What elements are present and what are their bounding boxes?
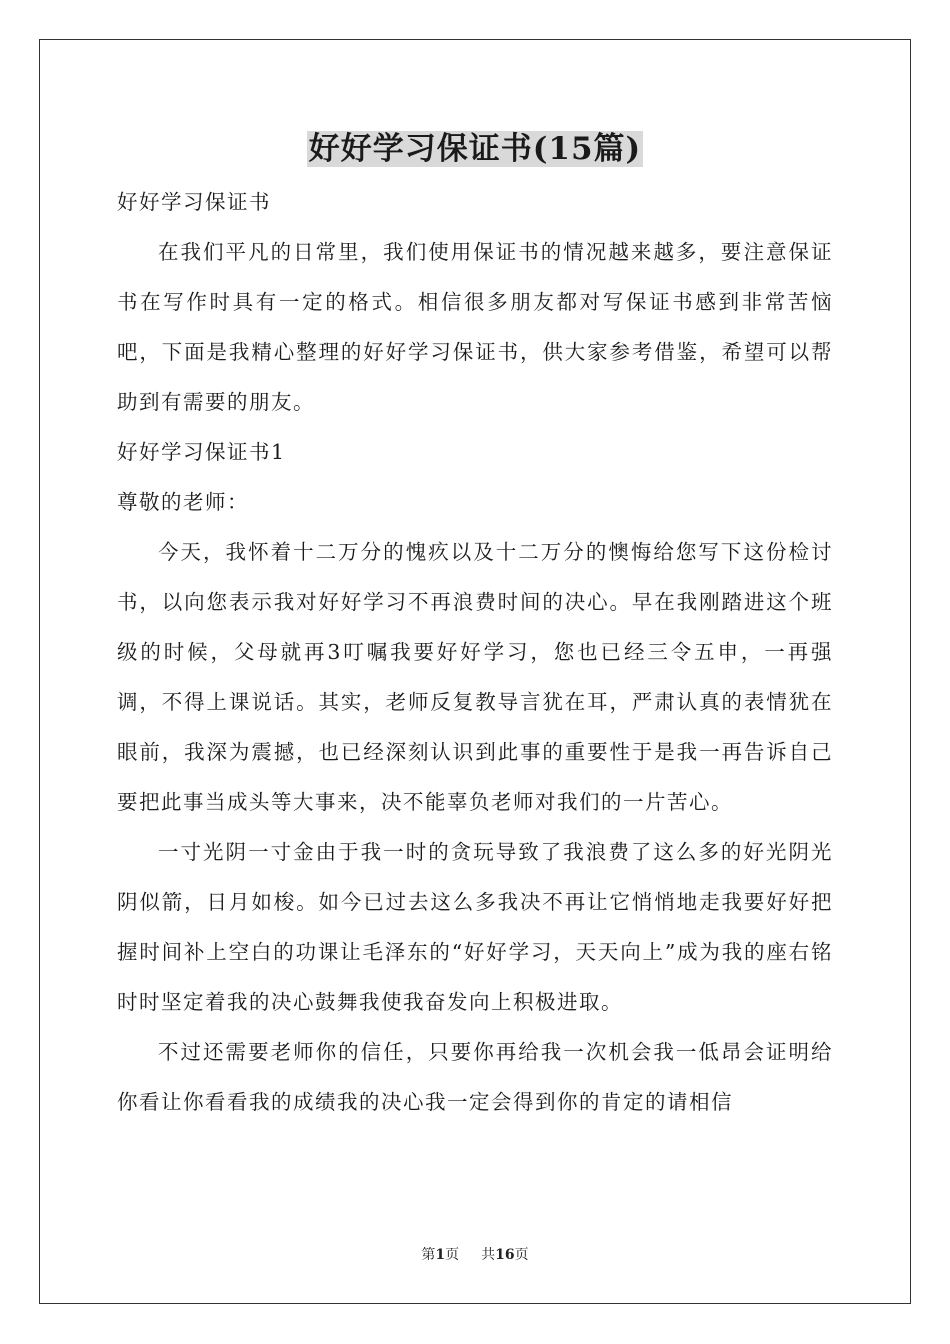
document-body (117, 177, 833, 1127)
paragraph-body-1: 今天，我怀着十二万分的愧疚以及十二万分的懊悔给您写下这份检讨书，以向您表示我对好好学习不再浪费时间的决心。早在我刚踏进这个班级的时候，父母就再3叮嘱我要好好学习，您也已经三令五申，一再强调，不得上课说话。其实，老师反复教导言犹在耳，严肃认真的表情犹在眼前，我深为震撼，也已经深刻认识到此事的重要性于是我一再告诉自己要把此事当成头等大事来，决不能辜负老师对我们的一片苦心。 (117, 540, 833, 814)
paragraph-body-2: 一寸光阴一寸金由于我一时的贪玩导致了我浪费了这么多的好光阴光阴似箭，日月如梭。如今已过去这么多我决不再让它悄悄地走我要好好把握时间补上空白的功课让毛泽东的“好好学习，天天向上”成为我的座右铭时时坚定着我的决心鼓舞我使我奋发向上积极进取。 (117, 840, 833, 1014)
page-suffix: 页 (445, 1247, 460, 1263)
document-title-wrapper (0, 127, 950, 171)
paragraph-section-heading: 好好学习保证书1 (117, 440, 286, 464)
paragraph-heading: 好好学习保证书 (117, 190, 271, 214)
paragraph-intro: 在我们平凡的日常里，我们使用保证书的情况越来越多，要注意保证书在写作时具有一定的格式。相信很多朋友都对写保证书感到非常苦恼吧，下面是我精心整理的好好学习保证书，供大家参考借鉴，希望可以帮助到有需要的朋友。 (117, 240, 833, 414)
total-suffix: 页 (514, 1247, 529, 1263)
page-prefix: 第 (421, 1247, 436, 1263)
total-prefix: 共 (481, 1247, 496, 1263)
page-number: 1 (435, 1247, 446, 1263)
document-title: 好好学习保证书(15篇) (308, 131, 642, 167)
paragraph-salutation: 尊敬的老师： (117, 490, 249, 514)
total-pages: 16 (495, 1247, 515, 1263)
page-footer (0, 1245, 950, 1265)
paragraph-body-3: 不过还需要老师你的信任，只要你再给我一次机会我一低昂会证明给你看让你看看我的成绩我的决心我一定会得到你的肯定的请相信 (117, 1040, 833, 1114)
